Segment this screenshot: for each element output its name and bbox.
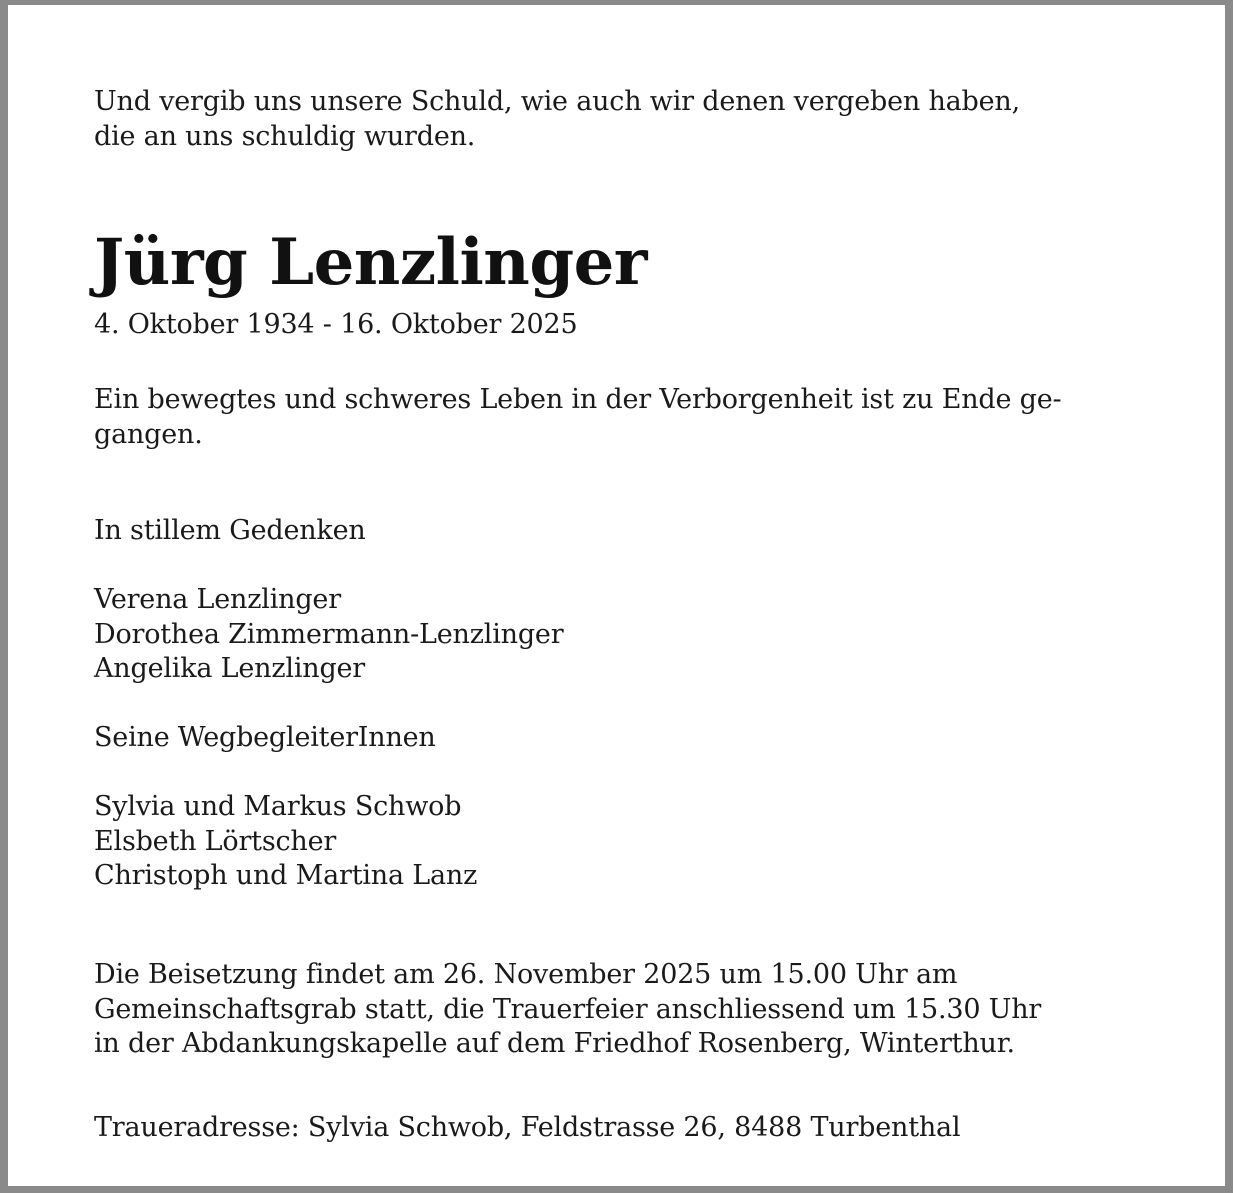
tribute-line: Ein bewegtes und schweres Leben in der Verborgenheit ist zu Ende ge- <box>94 384 1062 415</box>
quote-line: die an uns schuldig wurden. <box>94 120 476 152</box>
companions-heading: Seine WegbegleiterInnen <box>94 722 436 753</box>
companion: Christoph und Martina Lanz <box>94 860 478 891</box>
life-dates: 4. Oktober 1934 - 16. Oktober 2025 <box>94 309 578 340</box>
companion: Sylvia und Markus Schwob <box>94 791 462 822</box>
ceremony-line: in der Abdankungskapelle auf dem Friedhof Rosenberg, Winterthur. <box>94 1028 1015 1059</box>
companions-list <box>94 790 477 894</box>
quote-line: Und vergib uns unsere Schuld, wie auch wir denen vergeben haben, <box>94 86 1020 117</box>
tribute-line: gangen. <box>94 418 203 450</box>
family-member: Verena Lenzlinger <box>94 584 341 615</box>
memory-heading: In stillem Gedenken <box>94 515 366 546</box>
mourning-address: Traueradresse: Sylvia Schwob, Feldstrasse 26, 8488 Turbenthal <box>94 1112 961 1143</box>
prayer-quote <box>94 85 1020 154</box>
companion: Elsbeth Lörtscher <box>94 825 337 857</box>
ceremony-info <box>94 958 1041 1062</box>
ceremony-line: Gemeinschaftsgrab statt, die Trauerfeier anschliessend um 15.30 Uhr <box>94 993 1042 1025</box>
tribute-text <box>94 383 1061 452</box>
deceased-name: Jürg Lenzlinger <box>94 225 647 300</box>
family-list <box>94 583 563 687</box>
ceremony-line: Die Beisetzung findet am 26. November 2025 um 15.00 Uhr am <box>94 959 958 990</box>
family-member: Angelika Lenzlinger <box>94 653 366 684</box>
family-member: Dorothea Zimmermann-Lenzlinger <box>94 618 564 650</box>
